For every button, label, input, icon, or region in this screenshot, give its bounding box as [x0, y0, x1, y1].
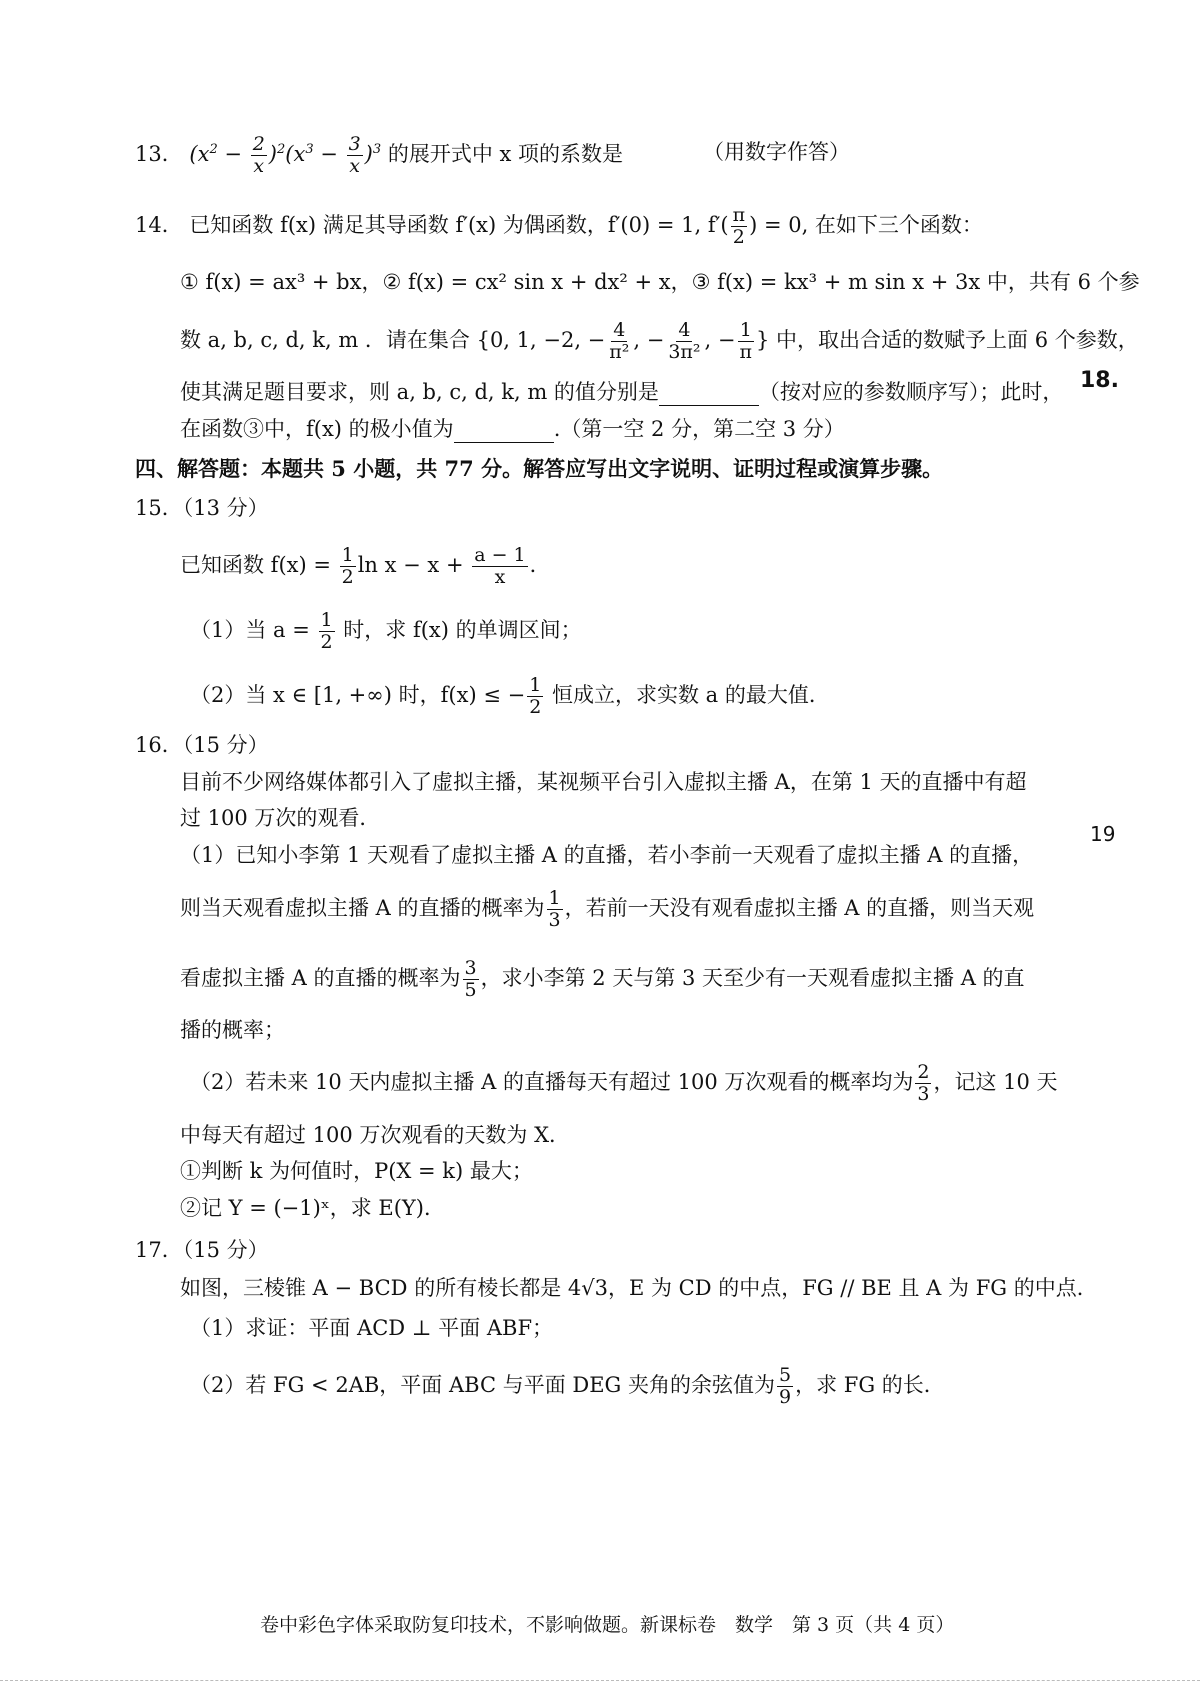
fraction: $\frac{\pi}{2}$	[732, 204, 746, 248]
answer-blank[interactable]	[454, 417, 554, 443]
problem-14-line-5: 在函数③中，f(x) 的极小值为 .（第一空 2 分，第二空 3 分）	[180, 417, 845, 443]
problem-14-line-4: 使其满足题目要求，则 a, b, c, d, k, m 的值分别是 （按对应的参数顺序写）；此时，	[180, 380, 1063, 406]
problem-14-line-2: ① f(x) = ax³ + bx，② f(x) = cx² sin x + dx² + x，③ f(x) = kx³ + m sin x + 3x 中，共有 6 个参	[180, 270, 1140, 294]
fraction: $\frac{3}{5}$	[464, 957, 477, 1001]
fraction: $\frac{a - 1}{x}$	[474, 544, 526, 588]
math-expression: ($x^2$ − $\frac{2}{x}$ )$^2(x^3$ − $\frac{3}{x}$ )$^3$	[189, 133, 382, 177]
problem-15-intro: 已知函数 f(x) = $\frac{1}{2}$ ln x − x + $\frac{a - 1}{x}$ ．	[180, 544, 551, 588]
problem-16-number: 16．（15 分）	[135, 733, 269, 757]
problem-16-line: （2）若未来 10 天内虚拟主播 A 的直播每天有超过 100 万次观看的概率均为 $\frac{2}{3}$ ，记这 10 天	[190, 1061, 1058, 1105]
margin-number-18: 18.	[1080, 368, 1119, 393]
problem-16-line: 过 100 万次的观看．	[180, 806, 381, 830]
problem-number: 14．	[135, 212, 183, 237]
problem-17-number: 17．（15 分）	[135, 1238, 269, 1262]
margin-number-19: 19	[1090, 822, 1116, 846]
fraction: $\frac{3}{x}$	[348, 133, 361, 177]
problem-16-line: ②记 Y = (−1)ˣ，求 E(Y)．	[180, 1196, 445, 1220]
answer-blank[interactable]	[659, 380, 759, 406]
problem-15-number: 15．（13 分）	[135, 496, 269, 520]
problem-16-line: 中每天有超过 100 万次观看的天数为 X．	[180, 1123, 571, 1147]
fraction: $\frac{2}{3}$	[917, 1061, 930, 1105]
fraction: $\frac{1}{\pi}$	[739, 319, 752, 363]
problem-16-line: 则当天观看虚拟主播 A 的直播的概率为 $\frac{1}{3}$ ，若前一天没有观看虚拟主播 A 的直播，则当天观	[180, 887, 1035, 931]
section-header: 四、解答题：本题共 5 小题，共 77 分。解答应写出文字说明、证明过程或演算步骤。	[135, 456, 944, 481]
page-footer: 卷中彩色字体采取防复印技术，不影响做题。新课标卷 数学 第 3 页（共 4 页）	[260, 1614, 955, 1636]
fraction: $\frac{5}{9}$	[778, 1364, 792, 1408]
fraction: $\frac{1}{2}$	[320, 609, 333, 653]
problem-16-line: 目前不少网络媒体都引入了虚拟主播，某视频平台引入虚拟主播 A，在第 1 天的直播中有超	[180, 770, 1027, 794]
problem-17-line: 如图，三棱锥 A − BCD 的所有棱长都是 4√3，E 为 CD 的中点，FG // BE 且 A 为 FG 的中点．	[180, 1276, 1098, 1300]
fraction: $\frac{4}{\text{3π²}}$	[668, 319, 701, 363]
problem-text: 的展开式中 x 项的系数是	[387, 141, 624, 166]
problem-14-line-3: 数 a, b, c, d, k, m ．请在集合 {0, 1, −2, − $\frac{4}{\text{π²}}$ , − $\frac{4}{\text{3π²}}$ , − $\frac{1}{\pi}$ } 中，取出合适的数赋予上面 6 个参数，	[180, 319, 1139, 363]
fraction: $\frac{1}{2}$	[341, 544, 354, 588]
problem-13	[135, 134, 623, 177]
problem-13-note: （用数字作答）	[703, 140, 850, 164]
fraction: $\frac{2}{x}$	[252, 133, 265, 177]
problem-number: 13．	[135, 141, 183, 166]
fraction: $\frac{1}{3}$	[548, 887, 561, 931]
problem-16-line: ①判断 k 为何值时，P(X = k) 最大；	[180, 1159, 533, 1183]
fraction: $\frac{4}{\text{π²}}$	[609, 319, 630, 363]
problem-16-line: （1）已知小李第 1 天观看了虚拟主播 A 的直播，若小李前一天观看了虚拟主播 A 的直播，	[180, 843, 1034, 867]
page-edge-divider	[0, 1680, 1200, 1681]
fraction: $\frac{1}{2}$	[529, 674, 542, 718]
problem-15-part-2: （2）当 x ∈ [1, +∞) 时，f(x) ≤ − $\frac{1}{2}$ 恒成立，求实数 a 的最大值．	[190, 674, 830, 718]
problem-16-line: 播的概率；	[180, 1018, 285, 1042]
problem-17-line: （1）求证：平面 ACD ⊥ 平面 ABF；	[190, 1316, 554, 1340]
problem-15-part-1: （1）当 a = $\frac{1}{2}$ 时，求 f(x) 的单调区间；	[190, 609, 582, 653]
problem-14-line-1: 14． 已知函数 f(x) 满足其导函数 f′(x) 为偶函数，f′(0) = 1, f′( $\frac{\pi}{2}$ ) = 0, 在如下三个函数：	[135, 204, 983, 248]
problem-17-line: （2）若 FG < 2AB，平面 ABC 与平面 DEG 夹角的余弦值为 $\frac{5}{9}$ ，求 FG 的长．	[190, 1364, 945, 1408]
problem-16-line: 看虚拟主播 A 的直播的概率为 $\frac{3}{5}$ ，求小李第 2 天与第 3 天至少有一天观看虚拟主播 A 的直	[180, 957, 1025, 1001]
